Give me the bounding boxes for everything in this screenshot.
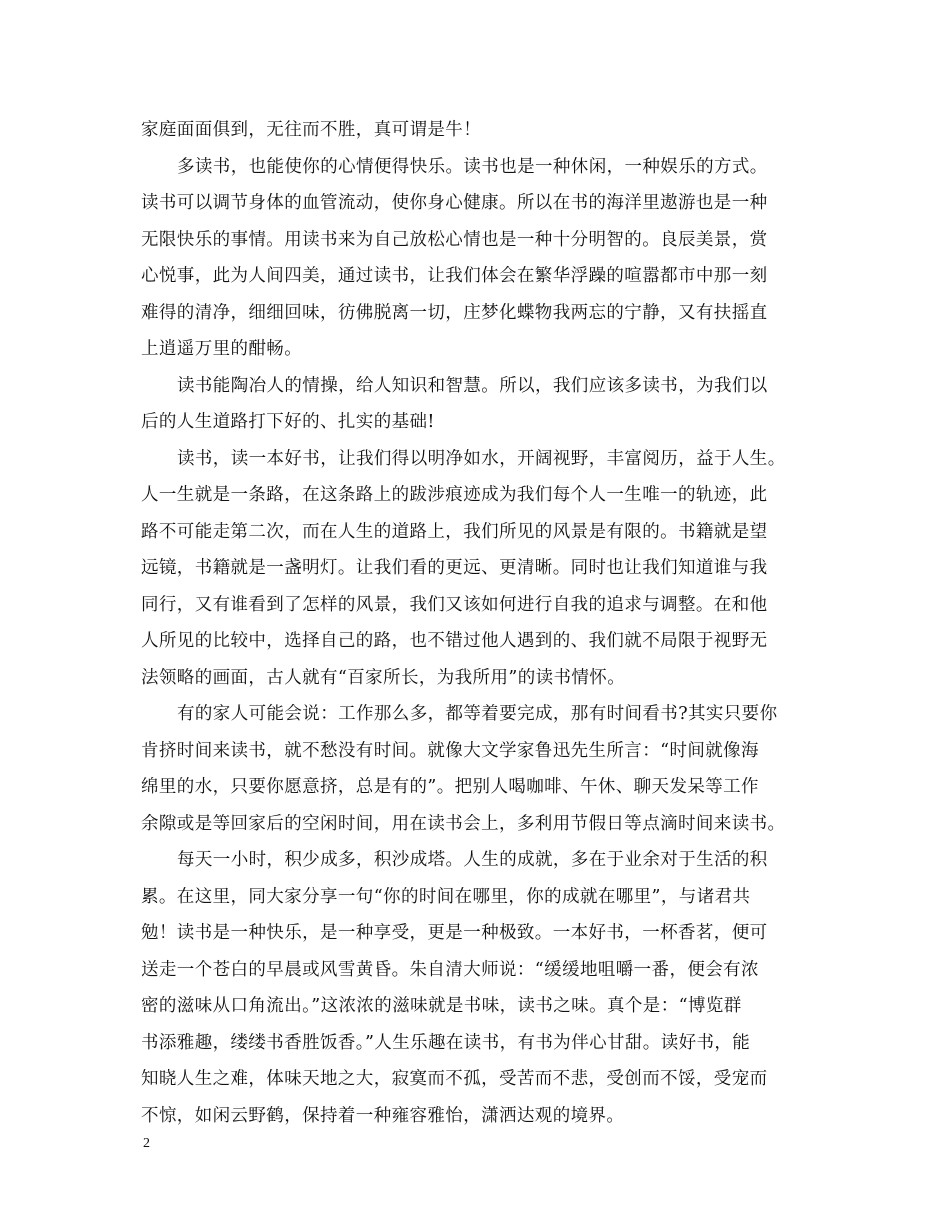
text-line: 同行，又有谁看到了怎样的风景，我们又该如何进行自我的追求与调整。在和他 bbox=[141, 594, 768, 615]
text-line: 不惊，如闲云野鹤，保持着一种雍容雅怡，潇洒达观的境界。 bbox=[141, 1105, 625, 1126]
text-line: 上逍遥万里的酣畅。 bbox=[141, 339, 303, 359]
text-line: 后的人生道路打下好的、扎实的基础! bbox=[141, 412, 435, 432]
text-line: 读书可以调节身体的血管流动，使你身心健康。所以在书的海洋里遨游也是一种 bbox=[141, 193, 768, 213]
text-line: 密的滋味从口角流出。”这浓浓的滋味就是书味，读书之味。真个是：“博览群 bbox=[141, 996, 742, 1016]
text-line: 人一生就是一条路，在这条路上的跋涉痕迹成为我们每个人一生唯一的轨迹，此 bbox=[141, 485, 768, 505]
text-line: 肯挤时间来读书，就不愁没有时间。就像大文学家鲁迅先生所言：“时间就像海 bbox=[141, 740, 759, 761]
paragraph-start-line: 多读书，也能使你的心情便得快乐。读书也是一种休闲，一种娱乐的方式。 bbox=[177, 156, 768, 177]
text-line: 勉！读书是一种快乐，是一种享受，更是一种极致。一本好书，一杯香茗，便可 bbox=[141, 923, 768, 943]
page-number: 2 bbox=[143, 1136, 150, 1151]
text-line: 书添雅趣，缕缕书香胜饭香。”人生乐趣在读书，有书为伴心甘甜。读好书，能 bbox=[141, 1032, 751, 1053]
body-text bbox=[141, 112, 831, 1134]
text-line: 无限快乐的事情。用读书来为自己放松心情也是一种十分明智的。良辰美景，赏 bbox=[141, 229, 768, 250]
text-line: 绵里的水，只要你愿意挤，总是有的”。把别人喝咖啡、午休、聊天发呆等工作 bbox=[141, 777, 759, 797]
text-line: 家庭面面俱到，无往而不胜，真可谓是牛！ bbox=[141, 120, 482, 140]
text-line: 远镜，书籍就是一盏明灯。让我们看的更远、更清晰。同时也让我们知道谁与我 bbox=[141, 558, 768, 578]
text-line: 累。在这里，同大家分享一句“你的时间在哪里，你的成就在哪里”，与诸君共 bbox=[141, 886, 751, 907]
text-line: 路不可能走第二次，而在人生的道路上，我们所见的风景是有限的。书籍就是望 bbox=[141, 521, 768, 542]
text-line: 心悦事，此为人间四美，通过读书，让我们体会在繁华浮躁的喧嚣都市中那一刻 bbox=[141, 266, 768, 286]
paragraph-start-line: 每天一小时，积少成多，积沙成塔。人生的成就，多在于业余对于生活的积 bbox=[177, 850, 768, 870]
text-line: 余隙或是等回家后的空闲时间，用在读书会上，多利用节假日等点滴时间来读书。 bbox=[141, 813, 786, 834]
text-line: 人所见的比较中，选择自己的路，也不错过他人遇到的、我们就不局限于视野无 bbox=[141, 631, 768, 651]
paragraph-start-line: 读书能陶冶人的情操，给人知识和智慧。所以，我们应该多读书，为我们以 bbox=[177, 375, 768, 396]
text-line: 难得的清净，细细回味，彷佛脱离一切，庄梦化蝶物我两忘的宁静，又有扶摇直 bbox=[141, 302, 768, 323]
paragraph-start-line: 有的家人可能会说：工作那么多，都等着要完成，那有时间看书?其实只要你 bbox=[177, 704, 778, 724]
text-line: 法领略的画面，古人就有“百家所长，为我所用”的读书情怀。 bbox=[141, 667, 626, 688]
text-line: 送走一个苍白的早晨或风雪黄昏。朱自清大师说：“缓缓地咀嚼一番，便会有浓 bbox=[141, 959, 759, 980]
paragraph-start-line: 读书，读一本好书，让我们得以明净如水，开阔视野，丰富阅历，益于人生。 bbox=[177, 448, 786, 469]
text-line: 知晓人生之难，体味天地之大，寂寞而不孤，受苦而不悲，受创而不馁，受宠而 bbox=[141, 1069, 768, 1089]
